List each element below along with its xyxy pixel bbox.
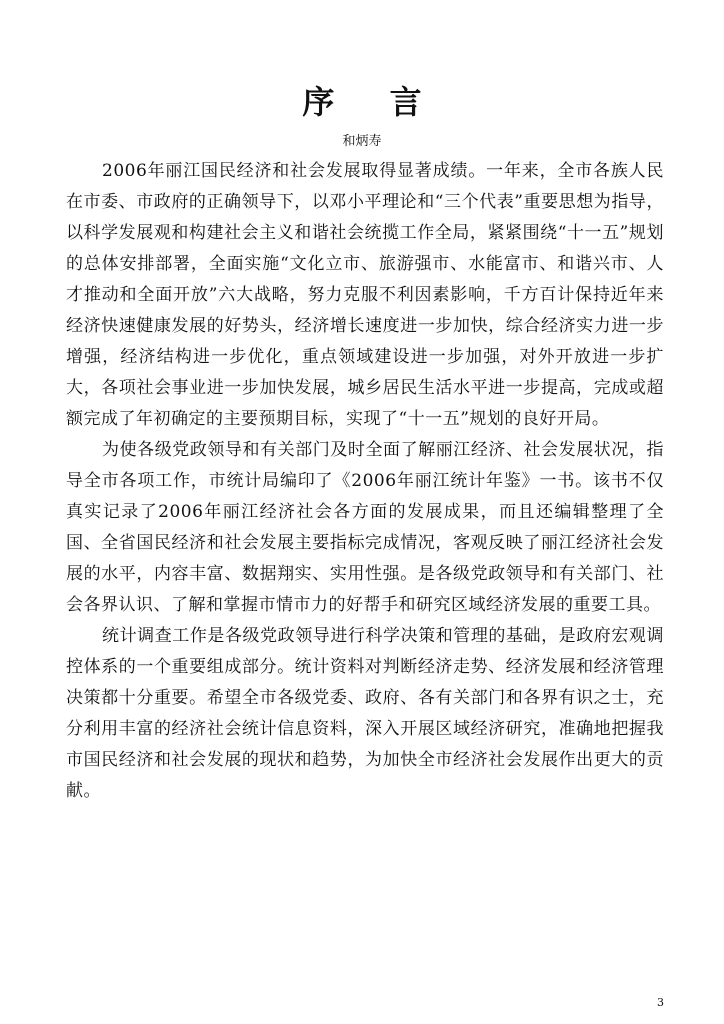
- paragraph-2: 为使各级党政领导和有关部门及时全面了解丽江经济、社会发展状况，指导全市各项工作，市统计局编印了《2006年丽江统计年鉴》一书。该书不仅真实记录了2006年丽江经济社会各方面的发展成果，而且还编辑整理了全国、全省国民经济和社会发展主要指标完成情况，客观反映了丽江经济社会发展的水平，内容丰富、数据翔实、实用性强。是各级党政领导和有关部门、社会各界认识、了解和掌握市情市力的好帮手和研究区域经济发展的重要工具。: [66, 440, 664, 615]
- paragraph-3: 统计调查工作是各级党政领导进行科学决策和管理的基础，是政府宏观调控体系的一个重要组成部分。统计资料对判断经济走势、经济发展和经济管理决策都十分重要。希望全市各级党委、政府、各有关部门和各界有识之士，充分利用丰富的经济社会统计信息资料，深入开展区域经济研究，准确地把握我市国民经济和社会发展的现状和趋势，为加快全市经济社会发展作出更大的贡献。: [66, 626, 664, 801]
- preface-body: [66, 156, 664, 807]
- page-title: 序 言: [302, 83, 444, 121]
- paragraph-1: 2006年丽江国民经济和社会发展取得显著成绩。一年来，全市各族人民在市委、市政府的正确领导下，以邓小平理论和“三个代表”重要思想为指导，以科学发展观和构建社会主义和谐社会统揽工作全局，紧紧围绕“十一五”规划的总体安排部署，全面实施“文化立市、旅游强市、水能富市、和谐兴市、人才推动和全面开放”六大战略，努力克服不利因素影响，千方百计保持近年来经济快速健康发展的好势头，经济增长速度进一步加快，综合经济实力进一步增强，经济结构进一步优化，重点领域建设进一步加强，对外开放进一步扩大，各项社会事业进一步加快发展，城乡居民生活水平进一步提高，完成或超额完成了年初确定的主要预期目标，实现了“十一五”规划的良好开局。: [66, 161, 664, 429]
- page-number: 3: [657, 996, 664, 1009]
- author-name: 和炳寿: [342, 134, 382, 149]
